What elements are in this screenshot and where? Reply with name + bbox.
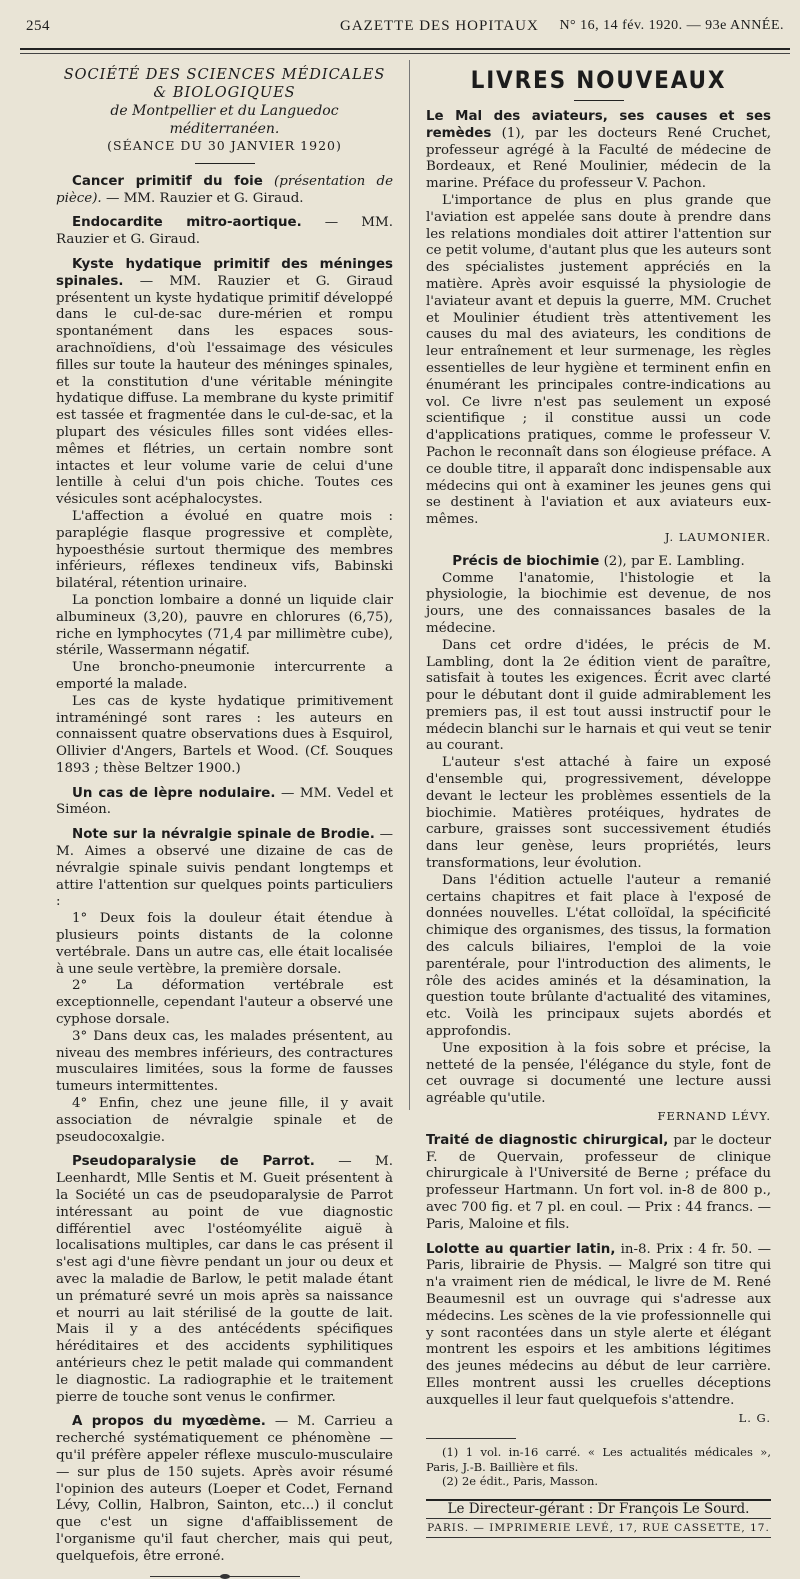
page-header xyxy=(22,14,786,40)
society-location: de Montpellier et du Languedoc méditerranéen. xyxy=(110,103,339,137)
review-paragraph: Dans cet ordre d'idées, le précis de M. Lambling, dont la 2e édition vient de paraître, satisfait à toutes les exigences. Écrit avec clarté pour le débutant dont il guide admirablement les premiers pas, il est tout aussi instructif pour le médecin blanchi sur le harnais et qui veut se tenir au courant. xyxy=(426,637,771,754)
review-paragraph: L'importance de plus en plus grande que l'aviation est appelée sans doute à prendre dans les relations mondiales doit attirer l'attention sur ce petit volume, d'autant plus que les auteurs sont des spécialistes justement appréciés en la matière. Après avoir esquissé la physiologie de l'aviateur avant et depuis la guerre, MM. Cruchet et Moulinier étudient très attentivement les causes du mal des aviateurs, les conditions de leur entraînement et leur surmenage, les règles essentielles de leur hygiène et terminent enfin en énumérant les principales contre-indications au vol. Ce livre n'est pas seulement un exposé scientifique ; il constitue aussi un code d'applications pratiques, comme le professeur V. Pachon le reconnaît dans son élogieuse préface. A ce double titre, il apparaît donc indispensable aux médecins qui ont à examiner les jeunes gens qui se destinent à l'aviation et aux aviateurs eux-mêmes. xyxy=(426,192,771,528)
director-line: Le Directeur-gérant : Dr François Le Sourd. xyxy=(447,1500,750,1517)
article-lepre xyxy=(56,786,393,820)
article-nevralgie xyxy=(56,827,393,911)
article-title: Cancer primitif du foie xyxy=(72,173,263,189)
article-authors: — MM. Rauzier et G. Giraud. xyxy=(56,215,393,248)
review-lolotte xyxy=(426,1242,771,1410)
header-rule xyxy=(20,48,790,50)
right-column xyxy=(426,66,771,1538)
book-title: Précis de biochimie xyxy=(452,553,600,569)
article-cancer xyxy=(56,174,393,208)
article-parrot xyxy=(56,1154,393,1406)
article-paragraph: Une broncho-pneumonie intercurrente a emporté la malade. xyxy=(56,660,393,692)
review-traite xyxy=(426,1133,771,1234)
header-rule-thin xyxy=(20,53,790,54)
separator xyxy=(574,100,624,101)
section-title: LIVRES NOUVEAUX xyxy=(470,66,727,94)
article-text: — M. Aimes a observé une dizaine de cas de névralgie spinale suivis pendant longtemps et attire l'attention sur quelques points particuliers : xyxy=(56,827,393,910)
article-paragraph: 4° Enfin, chez une jeune fille, il y avait association de névralgie spinale et de pseudocoxalgie. xyxy=(56,1096,393,1145)
review-paragraph: Comme l'anatomie, l'histologie et la physiologie, la biochimie est devenue, de nos jours, une des connaissances basales de la médecine. xyxy=(426,570,771,636)
review-signature: J. LAUMONIER. xyxy=(664,529,771,544)
footnote-1: (1) 1 vol. in-16 carré. « Les actualités médicales », Paris, J.-B. Baillière et fils. xyxy=(426,1445,771,1474)
session-date: (SÉANCE DU 30 JANVIER 1920) xyxy=(107,138,342,153)
article-paragraph: 1° Deux fois la douleur était étendue à plusieurs points distants de la colonne vertébrale. Dans un autre cas, elle était localisée à une seule vertèbre, la première dorsale. xyxy=(56,911,393,977)
footnote-rule xyxy=(426,1438,516,1439)
article-paragraph: La ponction lombaire a donné un liquide clair albumineux (3,20), pauvre en chlorures (6,75), riche en lymphocytes (71,4 par millimètre cube), stérile, Wassermann négatif. xyxy=(56,592,393,659)
left-column xyxy=(56,66,393,1577)
review-paragraph: Une exposition à la fois sobre et précise, la netteté de la pensée, l'élégance du style, font de cet ouvrage si documenté une lecture aussi agréable qu'utile. xyxy=(426,1040,771,1107)
footnote-2: (2) 2e édit., Paris, Masson. xyxy=(442,1474,599,1489)
book-title: Le Mal des aviateurs, ses causes et ses remèdes xyxy=(426,109,771,141)
article-title: A propos du myœdème. xyxy=(72,1414,266,1430)
article-paragraph: 2° La déformation vertébrale est exceptionnelle, cependant l'auteur a observé une cyphose dorsale. xyxy=(56,978,393,1028)
column-divider xyxy=(409,60,410,1110)
article-paragraph: Les cas de kyste hydatique primitivement intraméningé sont rares : les auteurs en connaissent quatre observations dues à Esquirol, Ollivier d'Angers, Bartels et Wood. (Cf. Souques 1893 ; thèse Beltzer 1900.) xyxy=(56,693,393,776)
review-mal-aviateurs xyxy=(426,109,771,193)
article-title: Note sur la névralgie spinale de Brodie. xyxy=(72,827,375,843)
article-paragraph: 3° Dans deux cas, les malades présentent, au niveau des membres inférieurs, des contractures musculaires limitées, sous la forme de fausses tumeurs intermittentes. xyxy=(56,1028,393,1095)
article-title: Endocardite mitro-aortique. xyxy=(72,215,302,231)
end-ornament xyxy=(150,1576,300,1577)
book-info: (2), par E. Lambling. xyxy=(599,553,745,569)
article-text: — M. Leenhardt, Mlle Sentis et M. Gueit présentent à la Société un cas de pseudoparalysie de Parrot intéressant au point de vue diagnostic différentiel avec l'ostéomyélite aiguë à localisations multiples, car dans le cas présent il s'est agi d'une fièvre pendant un jour ou deux et avec la maladie de Barlow, le petit malade étant un prématuré sevré un mois après sa naissance et nourri au lait stérilisé de la goutte de lait. Mais il y a des antécédents spécifiques héréditaires et des accidents syphilitiques antérieurs chez le petit malade qui commandent le diagnostic. La radiographie et le traitement pierre de touche sont venus le confirmer. xyxy=(56,1154,394,1405)
review-signature: L. G. xyxy=(738,1410,771,1425)
article-title: Pseudoparalysie de Parrot. xyxy=(72,1154,315,1170)
article-kyste xyxy=(56,257,393,509)
article-authors: — MM. Rauzier et G. Giraud. xyxy=(101,190,304,206)
book-info: (1), par les docteurs René Cruchet, professeur agrégé à la Faculté de médecine de Bordeaux, et René Moulinier, médecin de la marine. Préface du professeur V. Pachon. xyxy=(426,125,771,192)
separator xyxy=(195,163,255,164)
review-biochimie-heading xyxy=(426,554,771,571)
issue-info: N° 16, 14 fév. 1920. — 93e ANNÉE. xyxy=(559,18,784,33)
publication-title: GAZETTE DES HOPITAUX xyxy=(340,18,539,34)
article-myoedeme xyxy=(56,1414,393,1565)
review-paragraph: L'auteur s'est attaché à faire un exposé d'ensemble qui, progressivement, développe devant le lecteur les problèmes essentiels de la biochimie. Matières protéiques, hydrates de carbure, graisses sont successivement étudiés dans leur genèse, leurs propriétés, leurs transformations, leur évolution. xyxy=(426,755,771,872)
book-info: par le docteur F. de Quervain, professeur de clinique chirurgicale à l'Université de Berne ; préface du professeur Hartmann. Un fort vol. in-8 de 800 p., avec 700 fig. et 7 pl. en coul. — Prix : 44 francs. — Paris, Maloine et fils. xyxy=(426,1132,771,1232)
article-title: Un cas de lèpre nodulaire. xyxy=(72,785,276,801)
article-paragraph: L'affection a évolué en quatre mois : paraplégie flasque progressive et complète, hypoesthésie surtout thermique des membres inférieurs, réflexes tendineux vifs, Babinski bilatéral, rétention urinaire. xyxy=(56,508,393,592)
book-info: in-8. Prix : 4 fr. 50. — Paris, librairie de Physis. — Malgré son titre qui n'a vraiment rien de médical, le livre de M. René Beaumesnil est un ouvrage qui s'adresse aux médecins. Les scènes de la vie professionnelle qui y sont racontées dans un style alerte et élégant montrent les espoirs et les ambitions légitimes des jeunes médecins au début de leur carrière. Elles montrent aussi les cruelles déceptions auxquelles il leur faut quelquefois s'attendre. xyxy=(426,1241,772,1408)
book-title: Lolotte au quartier latin, xyxy=(426,1241,616,1257)
page-number: 254 xyxy=(26,18,50,34)
article-text: — MM. Rauzier et G. Giraud présentent un kyste hydatique primitif développé dans le cul-de-sac dure-mérien et rompu spontanément dans les espaces sous-arachnoïdiens, d'où l'essaimage des vésicules filles sur toute la hauteur des méninges spinales, et la constitution d'une véritable méningite hydatique diffuse. La membrane du kyste primitif est tassée et fragmentée dans le cul-de-sac, et la plupart des vésicules filles sont vidées elles-mêmes et flétries, un certain nombre sont intactes et leur volume varie de celui d'une lentille à celui d'un pois chiche. Toutes ces vésicules sont acéphalocystes. xyxy=(56,273,393,508)
book-title: Traité de diagnostic chirurgical, xyxy=(426,1132,669,1148)
printer-imprint: PARIS. — IMPRIMERIE LEVÉ, 17, RUE CASSETTE, 17. xyxy=(426,1518,771,1539)
society-name: SOCIÉTÉ DES SCIENCES MÉDICALES & BIOLOGIQUES xyxy=(63,67,386,101)
article-text: — M. Carrieu a recherché systématiquement ce phénomène — qu'il préfère appeler réflexe musculo-musculaire — sur plus de 150 sujets. Après avoir résumé l'opinion des auteurs (Loeper et Codet, Fernand Lévy, Collin, Halbron, Sainton, etc...) il conclut que c'est un signe d'affaiblissement de l'organisme qu'il faut chercher, mais qui peut, quelquefois, être erroné. xyxy=(56,1414,393,1564)
article-endocardite xyxy=(56,215,393,249)
article-title: Kyste hydatique primitif des méninges spinales. xyxy=(56,256,393,289)
article-note: (présentation de pièce). xyxy=(56,173,393,206)
article-authors: — MM. Vedel et Siméon. xyxy=(56,785,393,818)
review-signature: FERNAND LÉVY. xyxy=(657,1109,771,1124)
review-paragraph: Dans l'édition actuelle l'auteur a remanié certains chapitres et fait place à l'exposé de données nouvelles. L'état colloïdal, la spécificité chimique des organismes, des tissus, la formation des calculs biliaires, l'emploi de la voie parentérale, pour l'introduction des aliments, le rôle des acides aminés et la désamination, la question toute brûlante d'actualité des vitamines, etc. Voilà les principaux sujets abordés et approfondis. xyxy=(426,872,771,1040)
